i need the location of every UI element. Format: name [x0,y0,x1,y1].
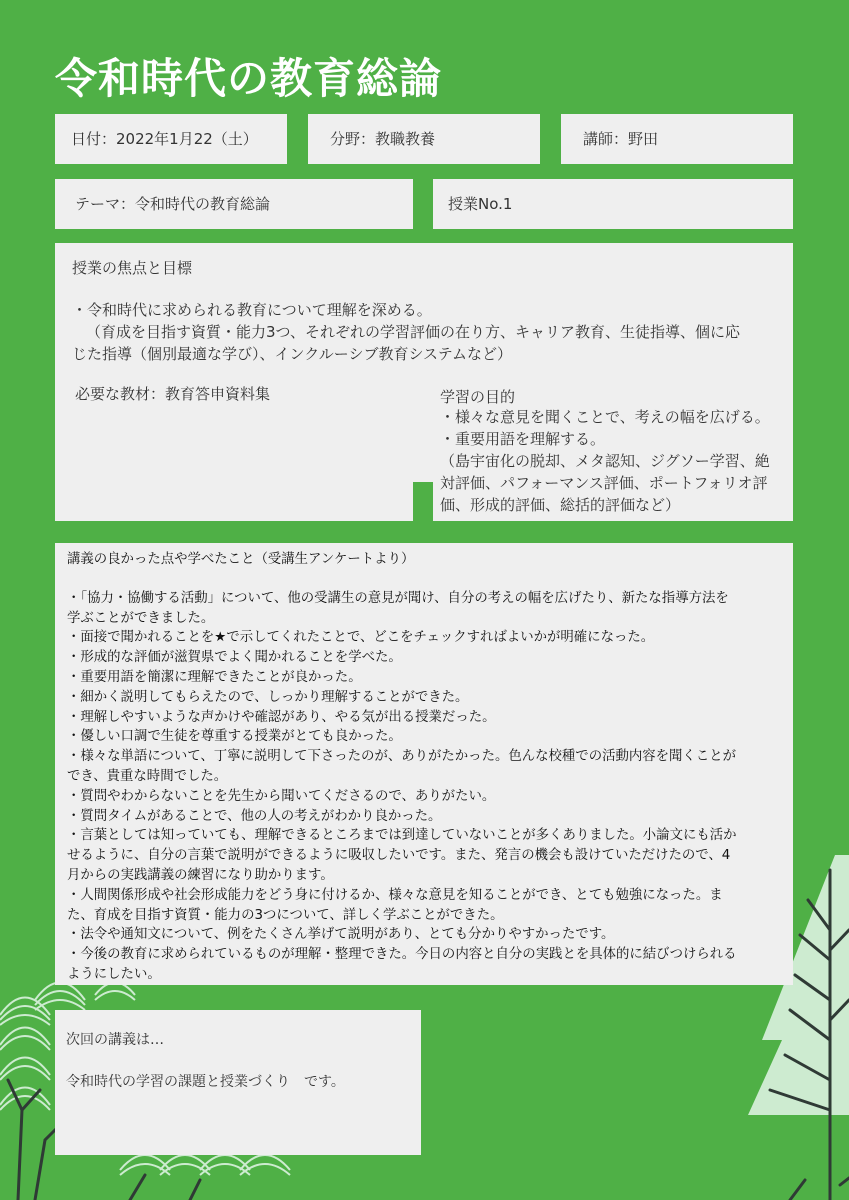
feedback-line: せるように、自分の言葉で説明ができるように吸収したいです。また、発言の機会も設けていただけたので、4 [67,848,731,864]
lesson-number-label: 授業No.1 [448,195,513,213]
feedback-line: ・質問タイムがあることで、他の人の考えがわかり良かった。 [67,808,442,824]
next-lecture-body: 令和時代の学習の課題と授業づくり です。 [66,1074,345,1090]
focus-goals-panel [55,243,793,521]
feedback-line: ・様々な単語について、丁寧に説明して下さったのが、ありがたかった。色んな校種での活動内容を聞くことが [67,749,736,765]
purpose-line: （島宇宙化の脱却、メタ認知、ジグソー学習、絶 [440,452,770,470]
feedback-line: ・優しい口調で生徒を尊重する授業がとても良かった。 [67,729,402,745]
feedback-line: ・人間関係形成や社会形成能力をどう身に付けるか、様々な意見を知ることができ、とても勉強になった。ま [67,887,723,903]
feedback-line: でき、貴重な時間でした。 [67,768,228,784]
materials-label: 必要な教材：教育答申資料集 [75,385,271,403]
purpose-line: 価、形成的評価、総括的評価など） [440,496,681,514]
lecturer-box [561,114,793,164]
feedback-line: ・形成的な評価が滋賀県でよく聞かれることを学べた。 [67,650,402,666]
focus-line: （育成を目指す資質・能力3つ、それぞれの学習評価の在り方、キャリア教育、生徒指導、個に応 [86,323,740,341]
page-title: 令和時代の教育総論 [55,54,443,103]
purpose-line: 対評価、パフォーマンス評価、ポートフォリオ評 [440,474,768,492]
feedback-heading: 講義の良かった点や学べたこと（受講生アンケートより） [67,552,415,567]
theme-label: テーマ：令和時代の教育総論 [75,195,271,213]
feedback-line: ・今後の教育に求められているものが理解・整理できた。今日の内容と自分の実践とを具体的に結びつけられる [67,947,737,963]
feedback-line: 月からの実践講義の練習になり助かります。 [67,867,334,883]
feedback-line: た、育成を目指す資質・能力の3つについて、詳しく学ぶことができた。 [67,907,504,923]
date-label: 日付：2022年1月22（土） [71,130,258,148]
feedback-line: ・面接で聞かれることを★で示してくれたことで、どこをチェックすればよいかが明確になった。 [67,630,655,646]
focus-heading: 授業の焦点と目標 [72,259,193,277]
feedback-line: ・質問やわからないことを先生から聞いてくださるので、ありがたい。 [67,788,496,804]
feedback-line: ・重要用語を簡潔に理解できたことが良かった。 [67,669,362,685]
focus-line: じた指導（個別最適な学び）、インクルーシブ教育システムなど） [72,345,512,363]
lecturer-label: 講師：野田 [583,130,659,148]
feedback-line: ・細かく説明してもらえたので、しっかり理解することができた。 [67,689,469,705]
next-lecture-heading: 次回の講義は… [66,1032,164,1048]
next-lecture-panel [55,1010,421,1155]
focus-line: ・令和時代に求められる教育について理解を深める。 [72,301,432,319]
feedback-line: ・「協力・協働する活動」について、他の受講生の意見が聞け、自分の考えの幅を広げたり、新たな指導方法を [67,590,729,606]
feedback-panel [55,543,793,985]
date-box [55,114,287,164]
feedback-line: ・言葉としては知っていても、理解できるところまでは到達していないことが多くありました。小論文にも活か [67,828,737,844]
lesson-number-box [433,179,793,229]
purpose-heading: 学習の目的 [440,388,516,406]
purpose-line: ・重要用語を理解する。 [440,430,606,448]
purpose-line: ・様々な意見を聞くことで、考えの幅を広げる。 [440,408,770,426]
field-box [308,114,540,164]
feedback-line: ・法令や通知文について、例をたくさん挙げて説明があり、とても分かりやすかったです。 [67,927,615,943]
feedback-line: 学ぶことができました。 [67,610,215,626]
theme-box [55,179,413,229]
feedback-line: ・理解しやすいような声かけや確認があり、やる気が出る授業だった。 [67,709,496,725]
field-label: 分野：教職教養 [330,130,436,148]
feedback-line: ようにしたい。 [67,966,161,982]
panel-notch-divider [413,482,433,521]
